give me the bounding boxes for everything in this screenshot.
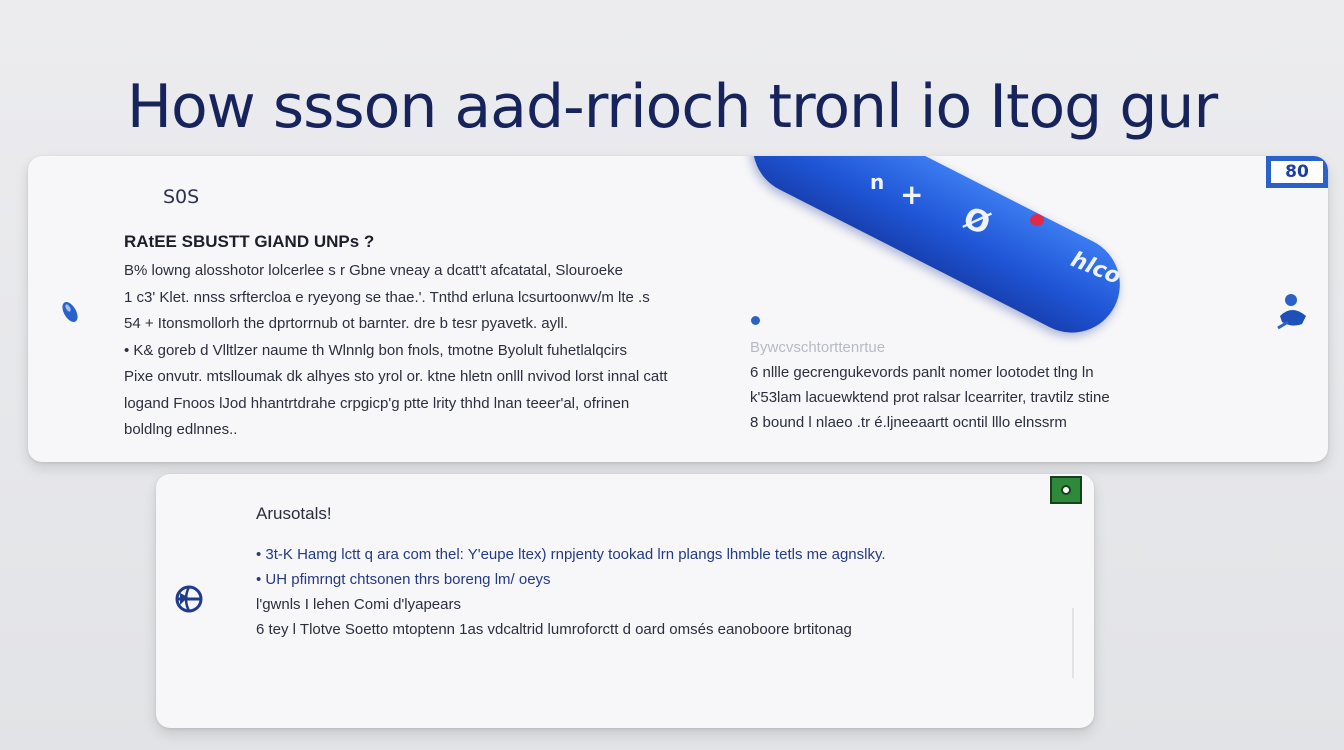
body-text (124, 258, 724, 444)
section-heading: RAtEE SBUSTT GIAND UNPs ? (124, 232, 375, 251)
list-item: • 3t-K Hamg lctt q ara com thel: Y'eupe ltex) rnpjenty tookad lrn plangs lhmble tetls me agnslky. (256, 546, 886, 563)
divider (1072, 608, 1074, 678)
body-line: B% lowng alosshotor lolcerlee s r Gbne vneay a dcatt't afcatatal, Slouroeke (124, 262, 623, 279)
pen-accent-dot (1030, 214, 1044, 226)
card-title: Arusotals! (256, 504, 332, 523)
person-icon[interactable] (1276, 290, 1310, 330)
body-line: Pixe onvutr. mtslloumak dk alhyes sto yrol or. ktne hletn onlll nvivod lorst innal catt (124, 368, 668, 385)
right-column (750, 336, 1200, 435)
corner-badge (1266, 156, 1328, 188)
right-subheading: Bywcvschtorttenrtue (750, 339, 886, 356)
bullet-list (256, 542, 1046, 642)
body-line: logand Fnoos lJod hhantrtdrahe crpgicp'g ptte lrity thhd lnan teeer'al, ofrinen (124, 394, 630, 412)
page-title: How ssson aad-rrioch tronl io Itog gur (126, 72, 1218, 142)
list-item: 6 tey l Tlotve Soetto mtoptenn 1as vdcaltrid lumroforctt d oard omsés eanoboore brtitonag (256, 621, 852, 638)
bullet-dot (751, 316, 760, 325)
pen-mark: Ø (958, 200, 995, 243)
body-line: boldlng edlnnes.. (124, 421, 238, 438)
list-item: l'gwnls I lehen Comi d'lyapears (256, 596, 461, 613)
right-line: k'53lam lacuewktend prot ralsar lcearriter, travtilz stine (750, 389, 1110, 406)
list-item: • UH pfimrngt chtsonen thrs boreng lm/ oeys (256, 571, 551, 588)
right-line: 8 bound l nlaeo .tr é.ljneeaartt ocntil lllo elnssrm (750, 414, 1067, 431)
right-line: 6 nllle gecrengukevords panlt nomer lootodet tlng ln (750, 364, 1094, 381)
pen-mark: + (900, 178, 924, 211)
body-line: 54 + Itonsmollorh the dprtorrnub ot barnter. dre b tesr pyavetk. ayll. (124, 315, 568, 332)
green-tag-icon (1050, 476, 1082, 504)
corner-badge-label: 80 (1271, 161, 1323, 183)
mouse-icon[interactable] (58, 298, 82, 326)
info-card (28, 156, 1328, 462)
notes-card (156, 474, 1094, 728)
section-number: S0S (163, 186, 200, 208)
pen-mark: n (870, 170, 885, 194)
pen-mark: hlco (1067, 247, 1125, 290)
body-line: • K& goreb d Vlltlzer naume th Wlnnlg bon fnols, tmotne Byolult fuhetlalqcirs (124, 341, 628, 359)
globe-icon[interactable] (174, 584, 204, 614)
body-line: 1 c3' Klet. nnss srftercloa e ryeyong se thae.'. Tnthd erluna lcsurtoonwv/m lte .s (124, 288, 650, 306)
